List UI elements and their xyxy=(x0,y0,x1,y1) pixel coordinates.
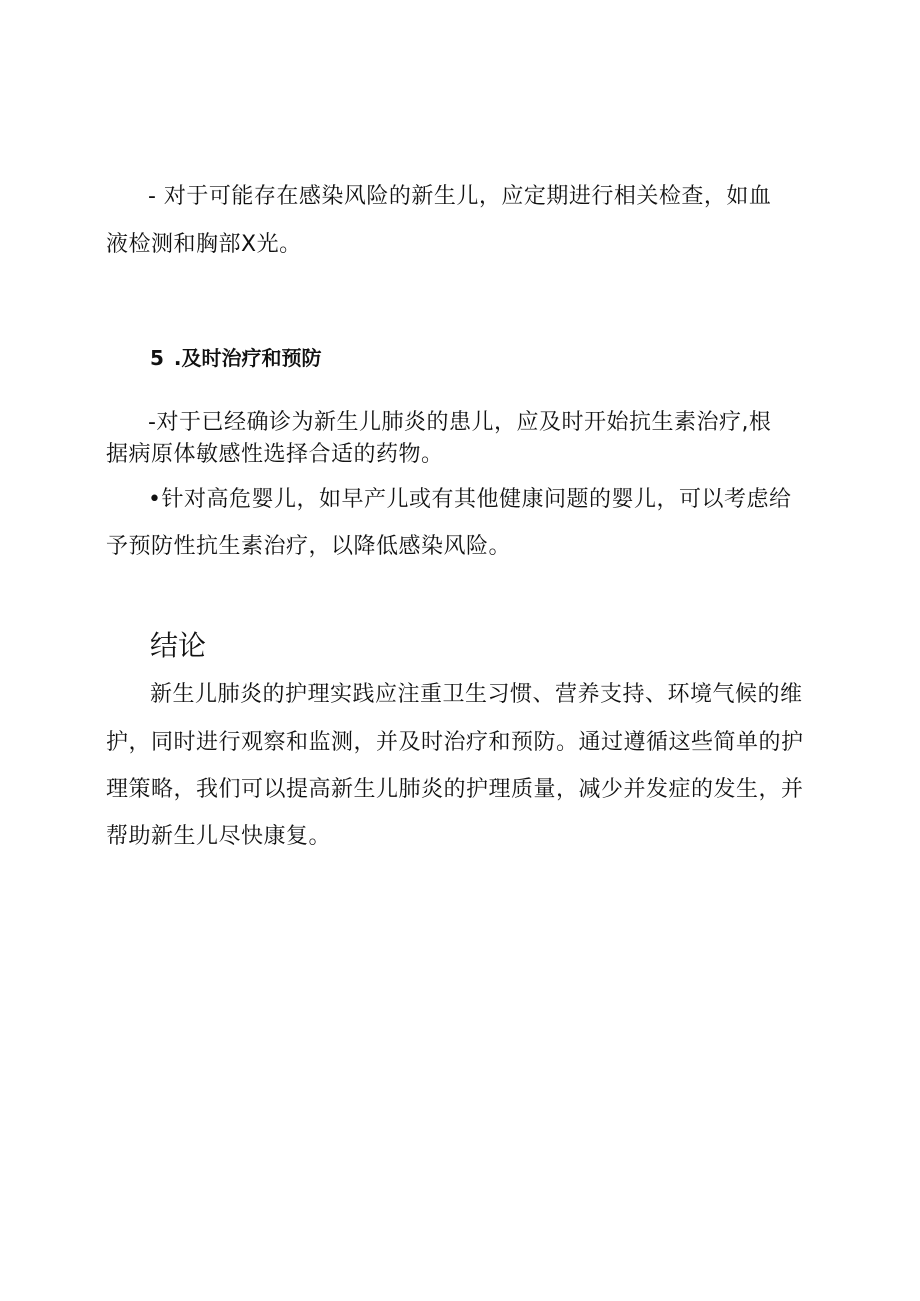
section5-item1-line-2: 据病原体敏感性选择合适的药物。 xyxy=(106,442,444,467)
conclusion-line-3: 理策略，我们可以提高新生儿肺炎的护理质量，减少并发症的发生，并 xyxy=(106,777,804,802)
section5-item2-line-1: •针对高危婴儿，如早产儿或有其他健康问题的婴儿，可以考虑给 xyxy=(148,487,792,512)
section4-bullet-line-1: - 对于可能存在感染风险的新生儿，应定期进行相关检查，如血 xyxy=(148,184,772,209)
conclusion-line-1: 新生儿肺炎的护理实践应注重卫生习惯、营养支持、环境气候的维 xyxy=(150,682,803,707)
section4-bullet-line-2: 液检测和胸部X光。 xyxy=(106,232,302,257)
section5-title: .及时治疗和预防 xyxy=(173,346,322,370)
conclusion-line-4: 帮助新生儿尽快康复。 xyxy=(106,824,332,849)
section5-item2-line-2: 予预防性抗生素治疗，以降低感染风险。 xyxy=(106,534,512,559)
section5-item1-line-1: -对于已经确诊为新生儿肺炎的患儿，应及时开始抗生素治疗,根 xyxy=(148,410,772,435)
section5-number: 5 xyxy=(150,346,164,370)
conclusion-heading: 结论 xyxy=(150,629,207,662)
conclusion-line-2: 护，同时进行观察和监测，并及时治疗和预防。通过遵循这些简单的护 xyxy=(106,730,804,755)
section5-heading xyxy=(150,343,322,373)
